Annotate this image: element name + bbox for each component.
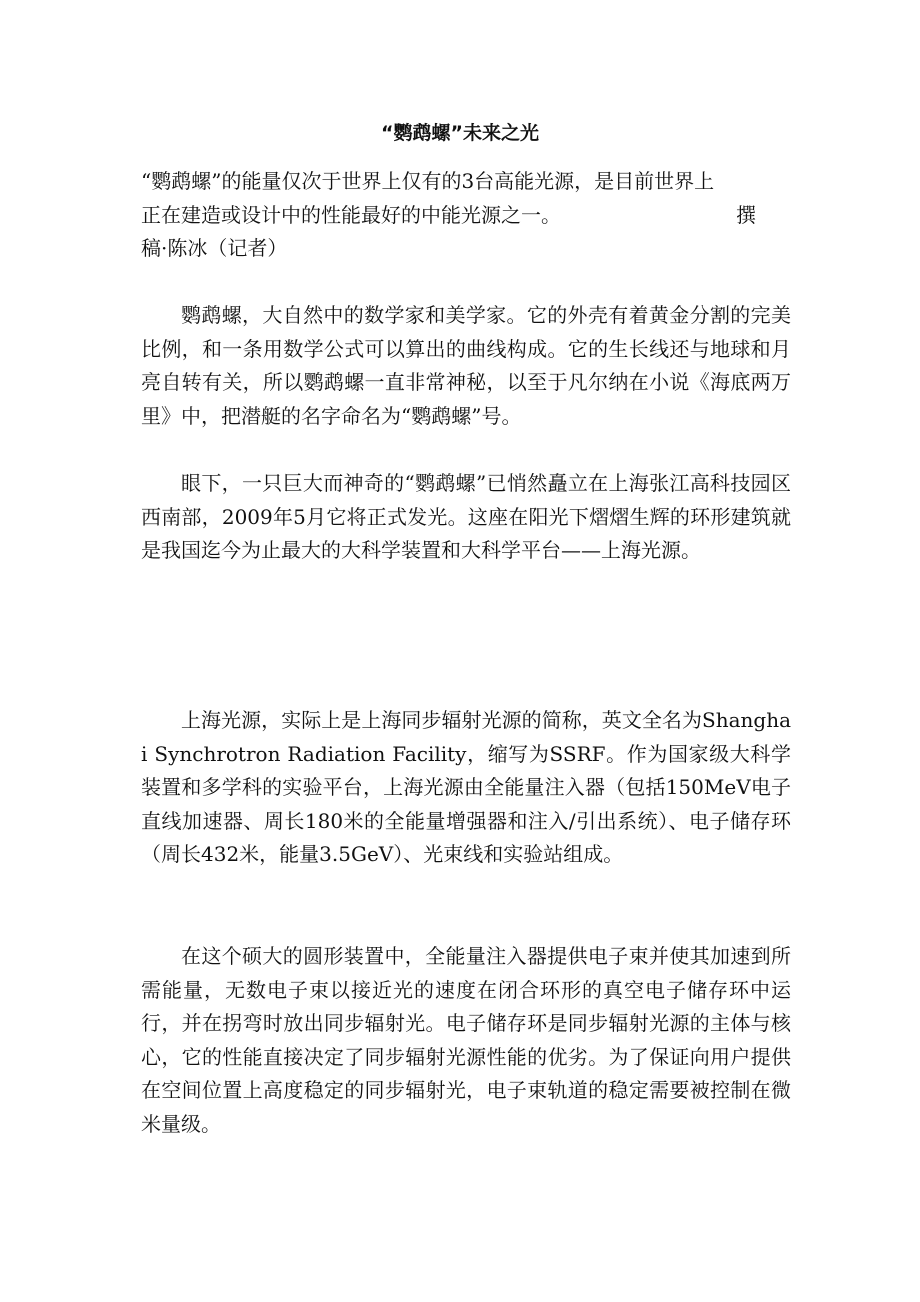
lead-line-2-text: 正在建造或设计中的性能最好的中能光源之一。 xyxy=(141,202,561,227)
paragraph-storage-ring: 在这个硕大的圆形装置中，全能量注入器提供电子束并使其加速到所需能量，无数电子束以接近光的速度在闭合环形的真空电子储存环中运行，并在拐弯时放出同步辐射光。电子储存环是同步辐射光源的主体与核心，它的性能直接决定了同步辐射光源性能的优劣。为了保证向用户提供在空间位置上高度稳定的同步辐射光，电子束轨道的稳定需要被控制在微米量级。 xyxy=(141,944,791,1136)
lead-line-1: “鹦鹉螺”的能量仅次于世界上仅有的3台高能光源，是目前世界上 xyxy=(141,169,715,193)
article-title: “鹦鹉螺”未来之光 xyxy=(381,122,539,144)
lead-line-2 xyxy=(141,199,791,233)
byline-prefix: 撰 xyxy=(736,202,756,227)
paragraph-nautilus: 鹦鹉螺，大自然中的数学家和美学家。它的外壳有着黄金分割的完美比例，和一条用数学公式可以算出的曲线构成。它的生长线还与地球和月亮自转有关，所以鹦鹉螺一直非常神秘，以至于凡尔纳在小说《海底两万里》中，把潜艇的名字命名为“鹦鹉螺”号。 xyxy=(141,303,791,428)
lead-summary xyxy=(141,165,791,266)
paragraph-ssrf: 上海光源，实际上是上海同步辐射光源的简称，英文全名为Shanghai Synchrotron Radiation Facility，缩写为SSRF。作为国家级大科学装置和多学科的实验平台，上海光源由全能量注入器（包括150MeV电子直线加速器、周长180米的全能量增强器和注入/引出系统）、电子储存环（周长432米，能量3.5GeV）、光束线和实验站组成。 xyxy=(141,708,791,866)
paragraph-zhangjiang: 眼下，一只巨大而神奇的“鹦鹉螺”已悄然矗立在上海张江高科技园区西南部，2009年5月它将正式发光。这座在阳光下熠熠生辉的环形建筑就是我国迄今为止最大的大科学装置和大科学平台——上海光源。 xyxy=(141,471,791,562)
byline: 稿·陈冰（记者） xyxy=(141,236,288,260)
